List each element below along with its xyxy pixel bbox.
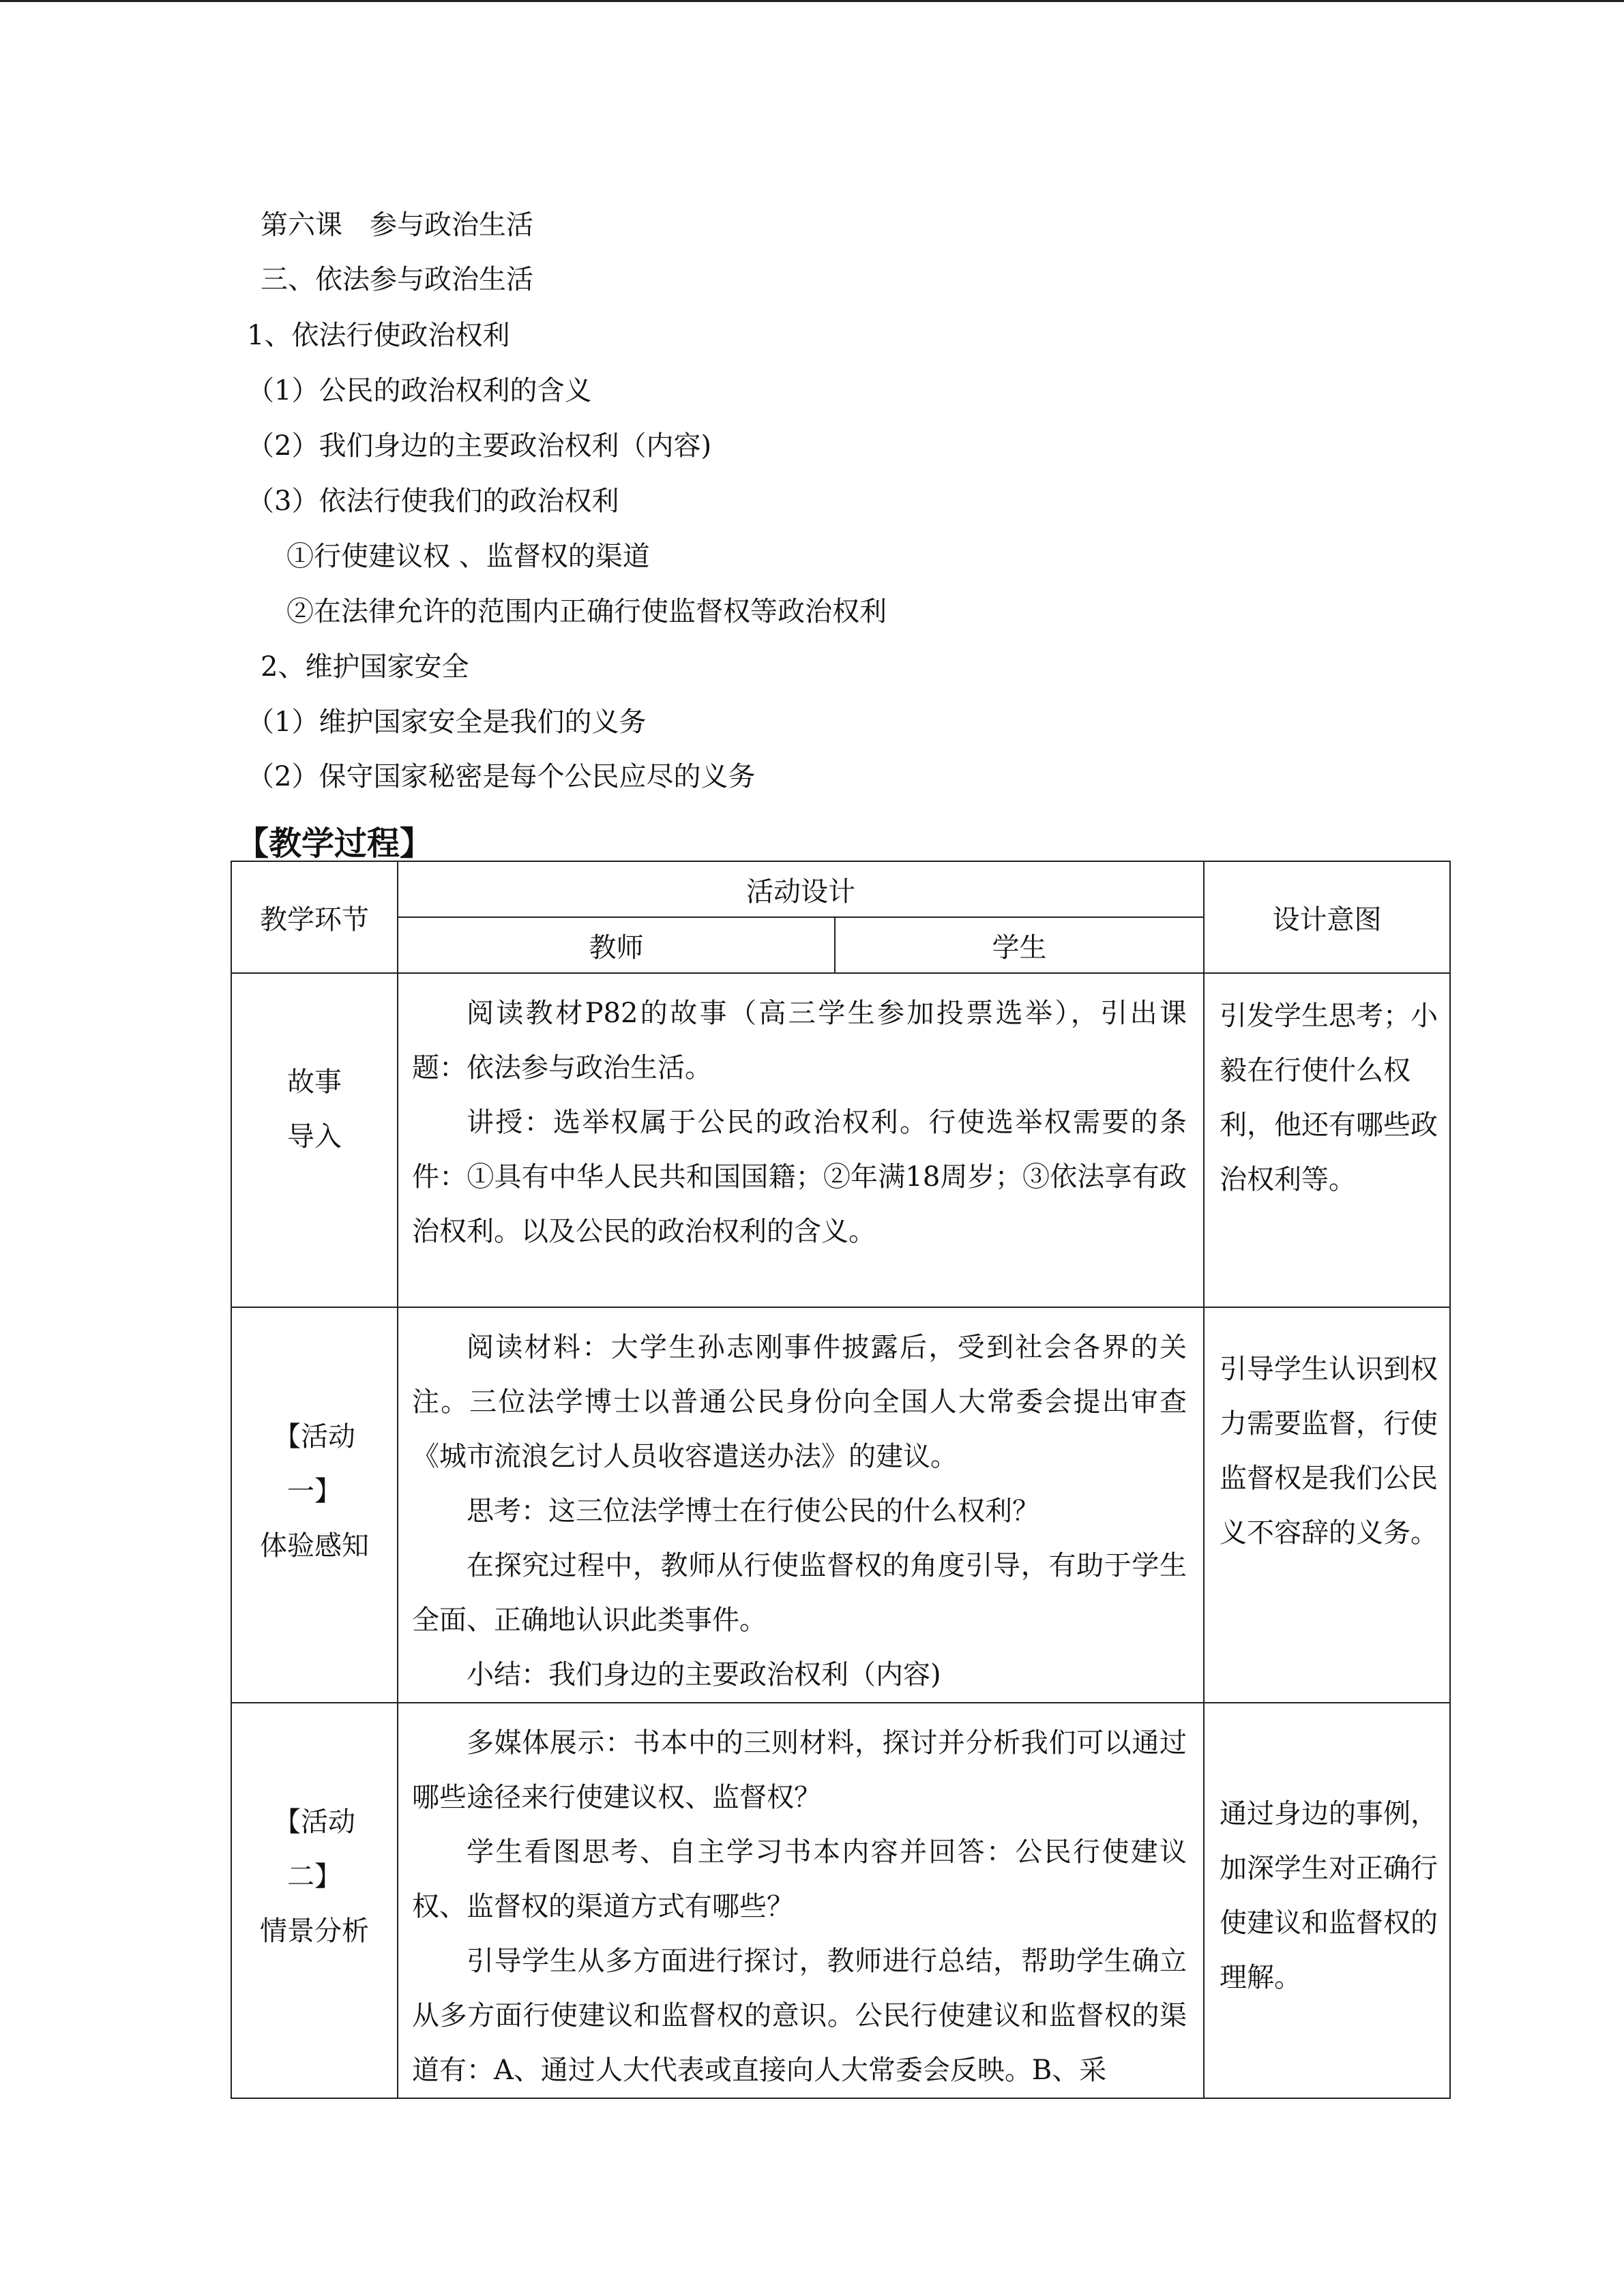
intent-cell: 引发学生思考；小毅在行使什么权利，他还有哪些政治权利等。	[1204, 973, 1450, 1307]
stage-line: 体验感知	[260, 1530, 369, 1562]
header-stage: 教学环节	[231, 861, 398, 973]
header-teacher: 教师	[398, 917, 835, 973]
intent-cell: 通过身边的事例，加深学生对正确行使建议和监督权的理解。	[1204, 1703, 1450, 2098]
stage-line: 二】	[287, 1861, 342, 1892]
outline-point-1: 1、依法行使政治权利	[247, 320, 510, 351]
activity-paragraph: 小结：我们身边的主要政治权利（内容)	[467, 1659, 941, 1690]
stage-line: 情景分析	[260, 1915, 369, 1947]
outline-point-1-3-b: ②在法律允许的范围内正确行使监督权等政治权利	[286, 596, 887, 627]
outline-point-2-1: （1）维护国家安全是我们的义务	[247, 706, 647, 738]
activity-cell	[398, 1703, 1204, 2098]
activity-cell	[398, 1307, 1204, 1703]
stage-line: 【活动	[274, 1806, 355, 1838]
activity-paragraph: 阅读教材P82的故事（高三学生参加投票选举），引出课题：依法参与政治生活。	[412, 998, 1187, 1084]
outline-point-2: 2、维护国家安全	[261, 651, 469, 683]
stage-line: 【活动	[274, 1421, 355, 1452]
table-row	[231, 1307, 1450, 1703]
activity-paragraph: 在探究过程中，教师从行使监督权的角度引导，有助于学生全面、正确地认识此类事件。	[412, 1550, 1187, 1636]
page-top-rule	[0, 0, 1624, 2]
intent-cell: 引导学生认识到权力需要监督，行使监督权是我们公民义不容辞的义务。	[1204, 1307, 1450, 1703]
stage-line: 故事	[287, 1067, 342, 1098]
teaching-process-heading: 【教学过程】	[236, 824, 433, 863]
outline-point-1-3-a: ①行使建议权 、监督权的渠道	[286, 541, 650, 572]
table-header-row	[231, 861, 1450, 917]
stage-line: 导入	[287, 1121, 342, 1152]
outline-point-1-3: （3）依法行使我们的政治权利	[247, 486, 619, 517]
activity-paragraph: 讲授：选举权属于公民的政治权利。行使选举权需要的条件：①具有中华人民共和国国籍；②年满18周岁；③依法享有政治权利。以及公民的政治权利的含义。	[412, 1107, 1187, 1247]
outline-point-2-2: （2）保守国家秘密是每个公民应尽的义务	[247, 761, 756, 792]
activity-paragraph: 思考：这三位法学博士在行使公民的什么权利？	[467, 1495, 1039, 1527]
outline-point-1-2: （2）我们身边的主要政治权利（内容)	[247, 430, 712, 462]
stage-cell	[231, 1703, 398, 2098]
activity-paragraph: 多媒体展示：书本中的三则材料，探讨并分析我们可以通过哪些途径来行使建议权、监督权？	[412, 1727, 1187, 1813]
header-activity-design: 活动设计	[398, 861, 1204, 917]
table-row	[231, 973, 1450, 1307]
lesson-title: 第六课 参与政治生活	[261, 209, 533, 241]
header-intent: 设计意图	[1204, 861, 1450, 973]
stage-cell	[231, 1307, 398, 1703]
activity-paragraph: 阅读材料：大学生孙志刚事件披露后，受到社会各界的关注。三位法学博士以普通公民身份向全国人大常委会提出审查《城市流浪乞讨人员收容遣送办法》的建议。	[412, 1332, 1187, 1472]
activity-cell	[398, 973, 1204, 1307]
header-student: 学生	[835, 917, 1204, 973]
activity-paragraph: 引导学生从多方面进行探讨，教师进行总结，帮助学生确立从多方面行使建议和监督权的意识。公民行使建议和监督权的渠道有：A、通过人大代表或直接向人大常委会反映。B、采	[412, 1945, 1187, 2086]
section-heading: 三、依法参与政治生活	[261, 264, 533, 295]
activity-paragraph: 学生看图思考、自主学习书本内容并回答：公民行使建议权、监督权的渠道方式有哪些？	[412, 1836, 1187, 1922]
table-row	[231, 1703, 1450, 2098]
stage-line: 一】	[287, 1476, 342, 1507]
stage-cell	[231, 973, 398, 1307]
outline-point-1-1: （1）公民的政治权利的含义	[247, 375, 592, 406]
teaching-process-table	[231, 861, 1451, 2099]
